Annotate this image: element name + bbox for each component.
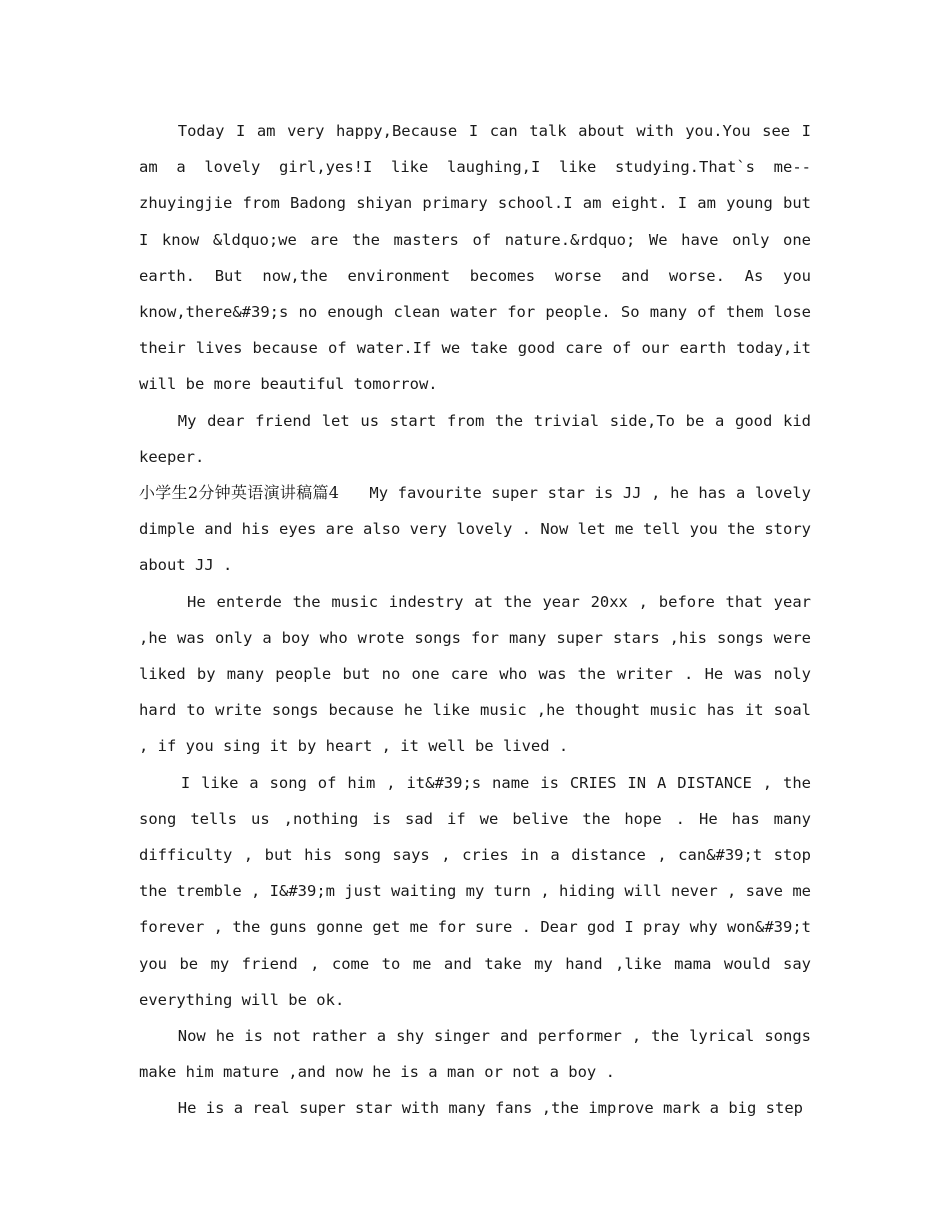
paragraph-song: I like a song of him , it&#39;s name is CRIES IN A DISTANCE , the song tells us ,nothing is sad if we belive the hope . He has many difficulty , but his song says , cries in a distance , can&#39;t stop the tremble , I&#39;m just waiting my turn , hiding will never , save me forever , the guns gonne get me for sure . Dear god I pray why won&#39;t you be my friend , come to me and take my hand ,like mama would say everything will be ok. xyxy=(139,773,811,1009)
paragraph-speech-4-text: My favourite super star is JJ , he has a lovely dimple and his eyes are also very lovely . Now let me tell you the story about JJ . xyxy=(139,484,811,575)
paragraph-mature: Now he is not rather a shy singer and performer , the lyrical songs make him mature ,and now he is a man or not a boy . xyxy=(139,1027,811,1082)
paragraph-super-star: He is a real super star with many fans ,the improve mark a big step xyxy=(177,1099,803,1118)
paragraph-speech-4-opening xyxy=(139,475,811,584)
section-heading: 小学生2分钟英语演讲稿篇4 xyxy=(139,483,339,503)
paragraph-closing: My dear friend let us start from the trivial side,To be a good kid keeper. xyxy=(139,411,811,466)
paragraph-music-industry: He enterde the music indestry at the year 20xx , before that year ,he was only a boy who wrote songs for many super stars ,his songs were liked by many people but no one care who was the writer . He was noly hard to write songs because he like music ,he thought music has it soal , if you sing it by heart , it well be lived . xyxy=(139,592,811,756)
paragraph-intro: Today I am very happy,Because I can talk about with you.You see I am a lovely girl,yes!I like laughing,I like studying.That`s me-- zhuyingjie from Badong shiyan primary school.I am eight. I am young but I know &ldquo;we are the masters of nature.&rdquo; We have only one earth. But now,the environment becomes worse and worse. As you know,there&#39;s no enough clean water for people. So many of them lose their lives because of water.If we take good care of our earth today,it will be more beautiful tomorrow. xyxy=(139,122,811,394)
document-page xyxy=(139,113,811,1127)
